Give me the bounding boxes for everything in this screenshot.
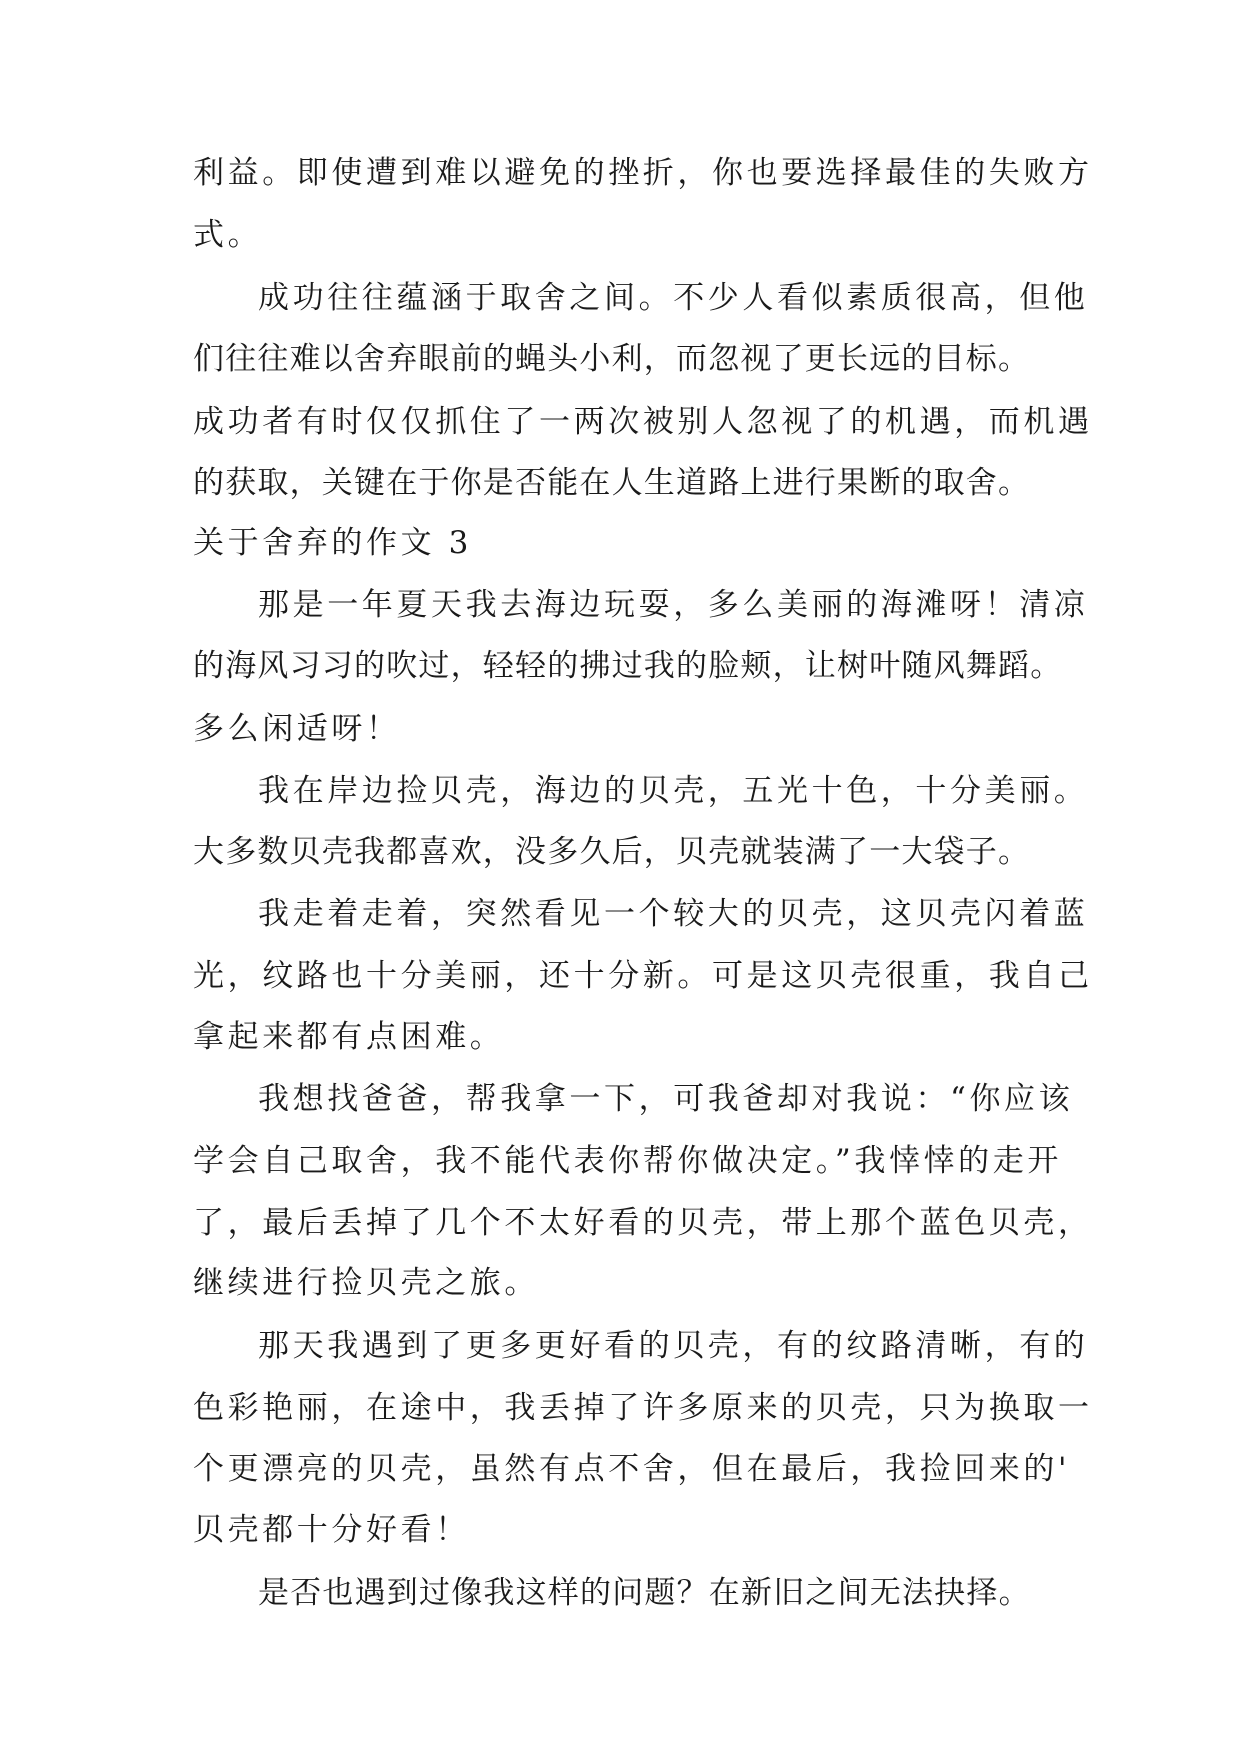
text-line: 学会自己取舍，我不能代表你帮你做决定。”我悻悻的走开 <box>193 1143 1062 1179</box>
text-line: 个更漂亮的贝壳，虽然有点不舍，但在最后，我捡回来的' <box>193 1451 1071 1487</box>
text-line: 式。 <box>193 217 263 253</box>
text-line: 光，纹路也十分美丽，还十分新。可是这贝壳很重，我自己 <box>193 958 1093 994</box>
text-line: 成功者有时仅仅抓住了一两次被别人忽视了的机遇，而机遇 <box>193 404 1093 440</box>
text-line: 的获取，关键在于你是否能在人生道路上进行果断的取舍。 <box>193 465 1031 501</box>
text-line: 继续进行捡贝壳之旅。 <box>193 1265 539 1301</box>
text-line: 拿起来都有点困难。 <box>193 1019 505 1055</box>
paragraph-start-line: 我想找爸爸，帮我拿一下，可我爸却对我说：“你应该 <box>258 1081 1074 1117</box>
paragraph-start-line: 是否也遇到过像我这样的问题？在新旧之间无法抉择。 <box>258 1575 1031 1611</box>
text-line: 多么闲适呀！ <box>193 711 401 747</box>
text-line: 了，最后丢掉了几个不太好看的贝壳，带上那个蓝色贝壳， <box>193 1205 1093 1241</box>
text-line: 的海风习习的吹过，轻轻的拂过我的脸颊，让树叶随风舞蹈。 <box>193 648 1063 684</box>
paragraph-start-line: 那是一年夏天我去海边玩耍，多么美丽的海滩呀！清凉 <box>258 587 1089 623</box>
text-line: 大多数贝壳我都喜欢，没多久后，贝壳就装满了一大袋子。 <box>193 834 1031 870</box>
text-line: 色彩艳丽，在途中，我丢掉了许多原来的贝壳，只为换取一 <box>193 1390 1093 1426</box>
paragraph-start-line: 我走着走着，突然看见一个较大的贝壳，这贝壳闪着蓝 <box>258 896 1089 932</box>
paragraph-start-line: 成功往往蕴涵于取舍之间。不少人看似素质很高，但他 <box>258 280 1089 316</box>
text-line: 利益。即使遭到难以避免的挫折，你也要选择最佳的失败方 <box>193 155 1093 191</box>
paragraph-start-line: 那天我遇到了更多更好看的贝壳，有的纹路清晰，有的 <box>258 1328 1089 1364</box>
text-line: 贝壳都十分好看！ <box>193 1512 470 1548</box>
text-line: 们往往难以舍弃眼前的蝇头小利，而忽视了更长远的目标。 <box>193 341 1031 377</box>
paragraph-start-line: 我在岸边捡贝壳，海边的贝壳，五光十色，十分美丽。 <box>258 773 1089 809</box>
section-heading: 关于舍弃的作文 3 <box>193 525 472 561</box>
